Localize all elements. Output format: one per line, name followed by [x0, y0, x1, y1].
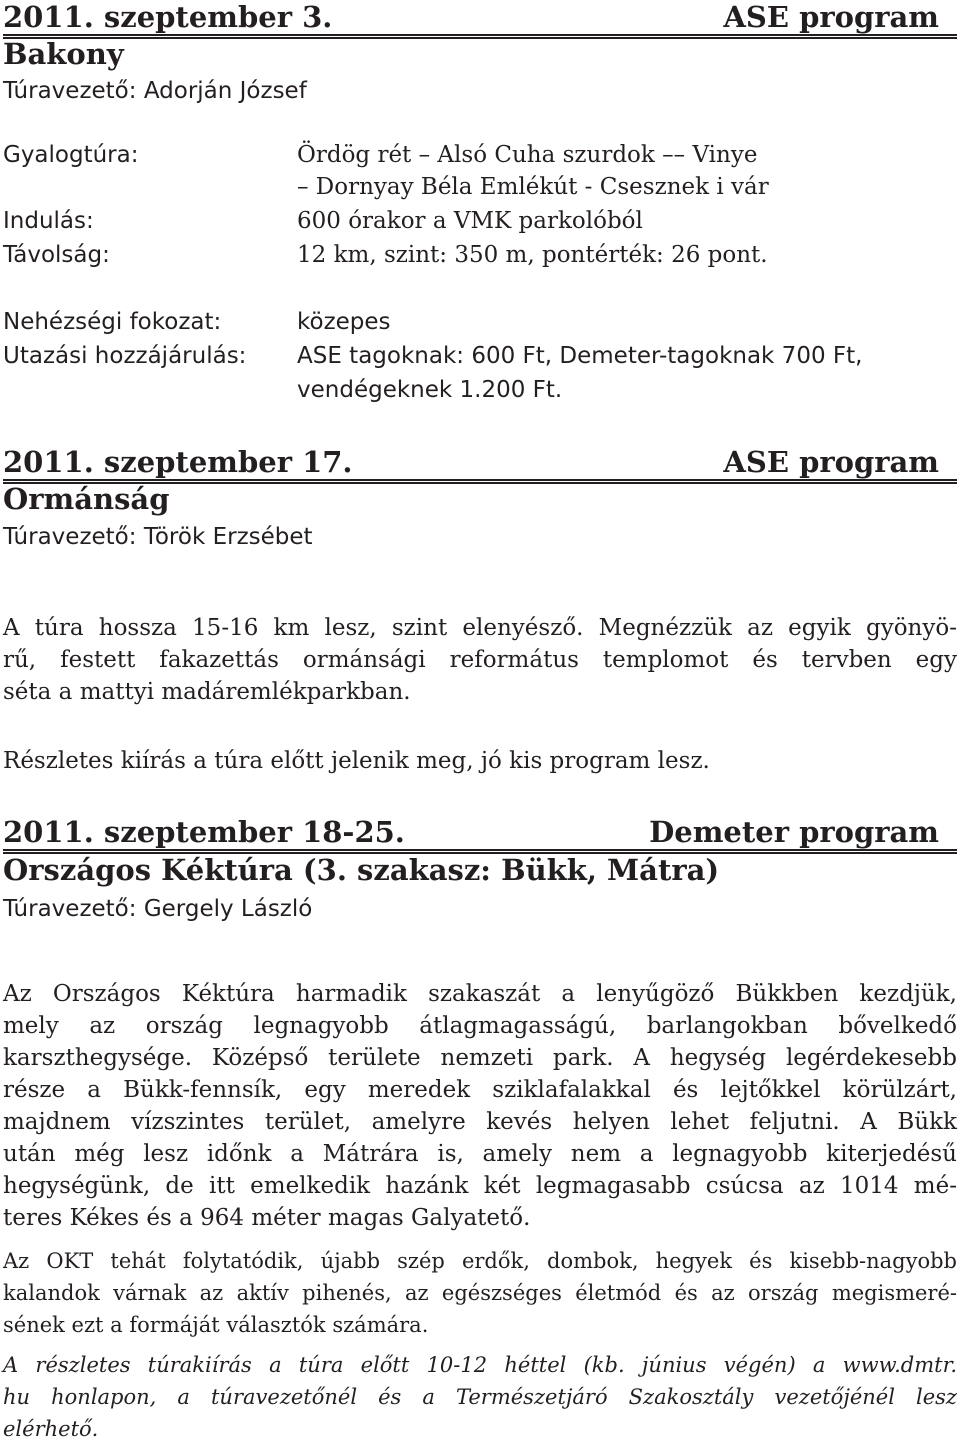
tour-guide: Túravezető: Gergely László	[3, 896, 313, 922]
travel-fee-label: Utazási hozzájárulás:	[3, 343, 247, 369]
distance-value: 12 km, szint: 350 m, pontérték: 26 pont.	[297, 242, 768, 268]
travel-fee-line-1: ASE tagoknak: 600 Ft, Demeter-tagoknak 700 Ft,	[297, 343, 863, 369]
description-paragraph	[3, 612, 957, 708]
text-line: része a Bükk-fennsík, egy meredek sziklafalakkal és lejtőkkel körülzárt,	[3, 1077, 957, 1103]
text-line: karszthegysége. Középső területe nemzeti park. A hegység legérdekesebb	[3, 1045, 957, 1071]
tour-guide: Túravezető: Adorján József	[3, 78, 307, 104]
difficulty-value: közepes	[297, 309, 391, 335]
hike-route-line-1: Ördög rét – Alsó Cuha szurdok –– Vinye	[297, 142, 758, 168]
event-title: Ormánság	[3, 482, 170, 516]
departure-value: 600 órakor a VMK parkolóból	[297, 208, 643, 234]
text-line: elérhető.	[3, 1417, 99, 1441]
text-line: séta a mattyi madáremlékparkban.	[3, 679, 411, 705]
departure-label: Indulás:	[3, 208, 94, 234]
hike-label: Gyalogtúra:	[3, 142, 139, 168]
text-line: kalandok várnak az aktív pihenés, az egészséges életmód és az ország megismeré-	[3, 1281, 957, 1305]
text-line: hegységünk, de itt emelkedik hazánk két legmagasabb csúcsa az 1014 mé-	[3, 1173, 957, 1199]
text-line: mely az ország legnagyobb átlagmagasságú, barlangokban bővelkedő	[3, 1013, 957, 1039]
text-line: Az OKT tehát folytatódik, újabb szép erdők, dombok, hegyek és kisebb-nagyobb	[3, 1249, 957, 1273]
italic-note-paragraph	[3, 1349, 957, 1445]
text-line: majdnem vízszintes terület, amelyre kevés helyen lehet feljutni. A Bükk	[3, 1109, 957, 1135]
text-line: A túra hossza 15-16 km lesz, szint elenyésző. Megnézzük az egyik gyönyö-	[3, 615, 957, 641]
event-program: Demeter program	[649, 815, 939, 849]
description-paragraph	[3, 978, 957, 1234]
details-note: Részletes kiírás a túra előtt jelenik meg, jó kis program lesz.	[3, 748, 710, 774]
text-line: hu honlapon, a túravezetőnél és a Természetjáró Szakosztály vezetőjénél lesz	[3, 1385, 957, 1409]
difficulty-label: Nehézségi fokozat:	[3, 309, 222, 335]
event-date: 2011. szeptember 18-25.	[3, 815, 405, 849]
hike-route-line-2: – Dornyay Béla Emlékút - Csesznek i vár	[297, 174, 769, 200]
event-program: ASE program	[723, 445, 939, 479]
event-date: 2011. szeptember 3.	[3, 0, 333, 34]
text-line: sének ezt a formáját választók számára.	[3, 1313, 429, 1337]
text-line: Az Országos Kéktúra harmadik szakaszát a lenyűgöző Bükkben kezdjük,	[3, 981, 957, 1007]
event-date: 2011. szeptember 17.	[3, 445, 353, 479]
event-program: ASE program	[723, 0, 939, 34]
continuation-paragraph	[3, 1245, 957, 1341]
event-title: Bakony	[3, 37, 124, 71]
text-line: rű, festett fakazettás ormánsági református templomot és tervben egy	[3, 647, 957, 673]
text-line: A részletes túrakiírás a túra előtt 10-12 héttel (kb. június végén) a www.dmtr.	[3, 1353, 957, 1377]
event-title: Országos Kéktúra (3. szakasz: Bükk, Mátra)	[3, 853, 720, 887]
event-header-1	[3, 0, 957, 39]
travel-fee-line-2: vendégeknek 1.200 Ft.	[297, 377, 563, 403]
tour-guide: Túravezető: Török Erzsébet	[3, 524, 313, 550]
distance-label: Távolság:	[3, 242, 110, 268]
text-line: után még lesz időnk a Mátrára is, amely nem a legnagyobb kiterjedésű	[3, 1141, 957, 1167]
event-header-2	[3, 445, 957, 484]
event-header-3	[3, 815, 957, 854]
text-line: teres Kékes és a 964 méter magas Galyatető.	[3, 1205, 531, 1231]
